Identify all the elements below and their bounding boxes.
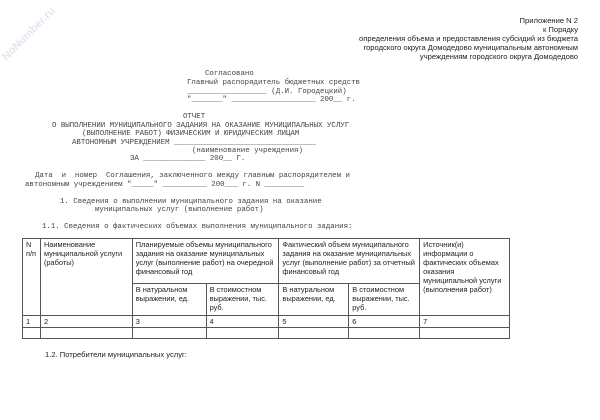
approval-line: Согласовано (205, 70, 254, 78)
appendix-line: учреждениям городского округа Домодедово (419, 52, 578, 61)
report-title-line: (ВЫПОЛНЕНИЕ РАБОТ) ФИЗИЧЕСКИМ И ЮРИДИЧЕСКИМ ЛИЦАМ (82, 130, 300, 138)
cell (23, 328, 41, 339)
header-actual-cost: В стоимостном выражении, тыс. руб. (349, 284, 420, 316)
table-row (23, 328, 510, 339)
col-num: 7 (420, 316, 510, 328)
approval-line: __________________ (Д.И. Городецкий) (187, 88, 347, 96)
header-planned-natural: В натуральном выражении, ед. (132, 284, 206, 316)
col-num: 1 (23, 316, 41, 328)
agreement-line: автономным учреждением "_____" __________ 200___ г. N _________ (25, 181, 305, 189)
header-planned: Планируемые объемы муниципального задания на оказание муниципальных услуг (выполнение работ) на очередной финансовый год (132, 239, 279, 284)
header-num: N п/п (23, 239, 41, 316)
cell (420, 328, 510, 339)
agreement-line: Дата и номер Соглашения, заключенного между главным распорядителем и (35, 172, 350, 180)
section-1-2-heading: 1.2. Потребители муниципальных услуг: (45, 350, 187, 359)
cell (349, 328, 420, 339)
header-actual: Фактический объем муниципального задания на оказание муниципальных услуг (выполнение работ) за отчетный финансовый год (279, 239, 420, 284)
approval-line: Главный распорядитель бюджетных средств (187, 79, 360, 87)
cell (132, 328, 206, 339)
appendix-line: к Порядку (543, 25, 578, 34)
watermark: NoNumber.ru (0, 5, 58, 63)
header-actual-natural: В натуральном выражении, ед. (279, 284, 349, 316)
cell (206, 328, 279, 339)
report-title-line: О ВЫПОЛНЕНИИ МУНИЦИПАЛЬНОГО ЗАДАНИЯ НА ОКАЗАНИЕ МУНИЦИПАЛЬНЫХ УСЛУГ (52, 122, 350, 130)
appendix-line: Приложение N 2 (519, 16, 578, 25)
report-title: ОТЧЕТ (183, 113, 206, 121)
column-number-row (23, 316, 510, 328)
period-line: ЗА ______________ 200__ Г. (130, 155, 246, 163)
section-1-heading: муниципальных услуг (выполнение работ) (95, 206, 264, 214)
header-service-name: Наименование муниципальной услуги (работы) (40, 239, 132, 316)
institution-line: АВТОНОМНЫМ УЧРЕЖДЕНИЕМ ________________________________ (72, 139, 316, 147)
col-num: 5 (279, 316, 349, 328)
appendix-line: городского округа Домодедово муниципальным автономным (363, 43, 578, 52)
header-planned-cost: В стоимостном выражении, тыс. руб. (206, 284, 279, 316)
institution-caption: (наименование учреждения) (192, 147, 303, 155)
section-1-1-heading: 1.1. Сведения о фактических объемах выполнения муниципального задания: (42, 223, 353, 231)
approval-line: "_______" ___________________ 200__ г. (187, 96, 356, 104)
col-num: 3 (132, 316, 206, 328)
col-num: 2 (40, 316, 132, 328)
col-num: 4 (206, 316, 279, 328)
cell (40, 328, 132, 339)
col-num: 6 (349, 316, 420, 328)
volumes-table (22, 238, 510, 339)
section-1-heading: 1. Сведения о выполнении муниципального задания на оказание (60, 198, 322, 206)
header-source: Источник(и) информации о фактических объемах оказания муниципальной услуги (выполнения работ) (420, 239, 510, 316)
cell (279, 328, 349, 339)
appendix-line: определения объема и предоставления субсидий из бюджета (359, 34, 578, 43)
